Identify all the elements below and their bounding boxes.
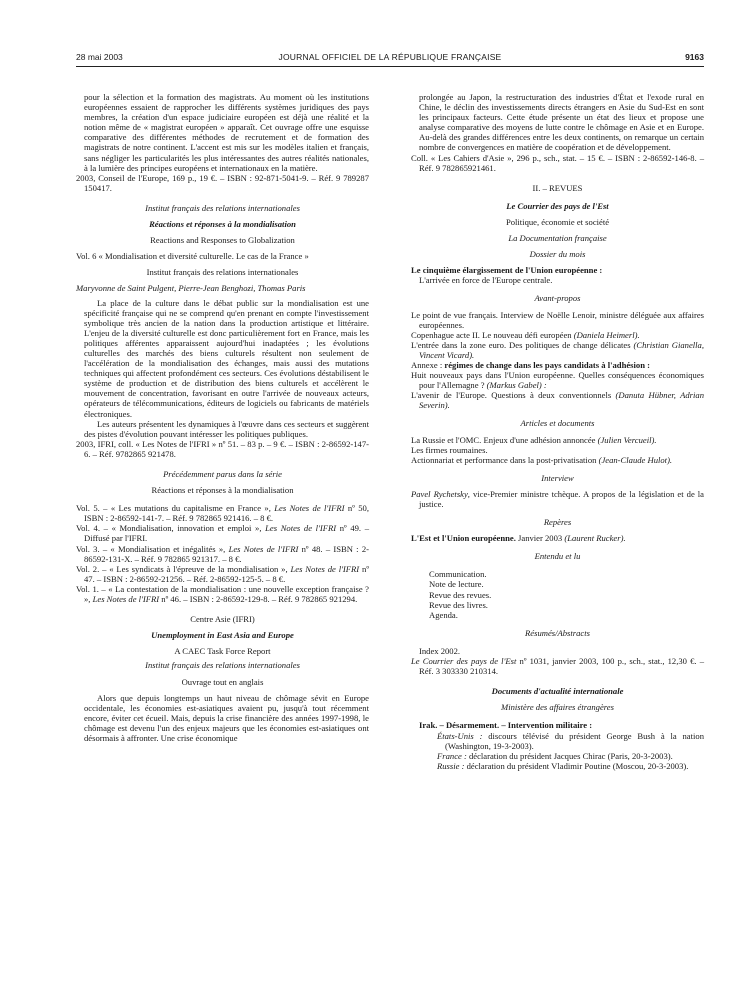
list-item: Le point de vue français. Interview de Noëlle Lenoir, ministre déléguée aux affaires européennes. <box>411 309 704 330</box>
intro-paragraph: pour la sélection et la formation des magistrats. Au moment où les institutions européennes essaient de rapprocher les différents systèmes juridiques des pays membres, la création d'un espace judiciaire européen est déjà une réalité et la notion même de « magistrat européen » apparaît. Cet ouvrage offre une esquisse comparative des différentes méthodes de recrutement et de formation des magistrats de notre continent. L'accent est mis sur les modèles italien et français, sans négliger les particularités les plus intéressantes des autres réalités nationales, à la lumière des principes européens et internationaux en la matière. <box>84 92 369 173</box>
mondialisation-title: Réactions et réponses à la mondialisation <box>149 219 296 230</box>
list-item: L'avenir de l'Europe. Questions à deux conventionnels (Danuta Hübner, Adrian Severin). <box>411 390 705 411</box>
authors: Maryvonne de Saint Pulgent, Pierre-Jean Benghozi, Thomas Paris <box>76 283 306 294</box>
intro-reference: 2003, Conseil de l'Europe, 169 p., 19 €. – ISBN : 92-871-5041-9. – Réf. 9 789287 150417. <box>76 172 369 193</box>
list-item: Les firmes roumaines. <box>411 444 488 455</box>
header-page-number: 9163 <box>685 52 704 62</box>
mondialisation-english-title: Reactions and Responses to Globalization <box>150 235 295 246</box>
dossier-title: Le cinquième élargissement de l'Union européenne : <box>411 265 603 276</box>
list-item: Agenda. <box>429 609 458 620</box>
list-item: États-Unis : discours télévisé du président George Bush à la nation (Washington, 19-3-2003). <box>437 730 704 751</box>
volume-entry: Vol. 3. – « Mondialisation et inégalités », Les Notes de l'IFRI nº 48. – ISBN : 2-86592-131-X. – Réf. 9 782865 921317. – 8 €. <box>76 543 369 564</box>
list-item: Copenhague acte II. Le nouveau défi européen (Daniela Heimerl). <box>411 329 640 340</box>
entendu-label: Entendu et lu <box>534 551 581 562</box>
caec-report: A CAEC Task Force Report <box>174 646 271 657</box>
volume-entry: Vol. 4. – « Mondialisation, innovation et emploi », Les Notes de l'IFRI nº 49. – Diffusé par l'IFRI. <box>76 523 369 544</box>
ministere: Ministère des affaires étrangères <box>501 702 614 713</box>
list-item: La Russie et l'OMC. Enjeux d'une adhésion annoncée (Julien Vercueil). <box>411 434 657 445</box>
avant-propos-list <box>411 310 704 411</box>
ifri-label-3: Institut français des relations internationales <box>145 660 300 671</box>
list-item: Revue des revues. <box>429 589 492 600</box>
list-item: Note de lecture. <box>429 579 484 590</box>
courrier-reference: Le Courrier des pays de l'Est nº 1031, janvier 2003, 100 p., sch., stat., 12,30 €. – Réf. 3 303330 210314. <box>411 656 704 677</box>
list-item: L'entrée dans la zone euro. Des politiques de change délicates (Christian Gianella, Vincent Vicard). <box>411 339 704 360</box>
volume-entry: Vol. 1. – « La contestation de la mondialisation : une nouvelle exception française ? », Les Notes de l'IFRI nº 46. – ISBN : 2-86592-129-8. – Réf. 9 782865 921294. <box>76 583 369 605</box>
english-note: Ouvrage tout en anglais <box>181 676 264 687</box>
unemployment-paragraph: Alors que depuis longtemps un haut niveau de chômage sévit en Europe occidentale, les économies est-asiatiques avaient pu, jusqu'à tout récemment encore, éviter cet écueil. Mais, depuis la crise financière des années 1997-1998, le chômage est devenu l'un des enjeux majeurs que les économies est-asiatiques ont désormais à affronter. Une crise économique <box>84 692 369 743</box>
courrier-subtitle: Politique, économie et société <box>505 216 610 227</box>
page-header <box>76 52 704 64</box>
ifri-label-2: Institut français des relations internationales <box>146 267 299 278</box>
reperes-entry: L'Est et l'Union européenne. Janvier 2003 (Laurent Rucker). <box>411 533 626 544</box>
header-title: JOURNAL OFFICIEL DE LA RÉPUBLIQUE FRANÇAISE <box>278 52 502 62</box>
unemployment-title: Unemployment in East Asia and Europe <box>151 630 294 641</box>
dossier-label: Dossier du mois <box>529 249 586 260</box>
left-column <box>76 92 369 743</box>
interview-entry: Pavel Rychetsky, vice-Premier ministre tchèque. A propos de la législation et de la justice. <box>411 488 704 509</box>
continued-paragraph: prolongée au Japon, la restructuration des industries d'État et l'exode rural en Chine, le déclin des investissements directs étrangers en Asie du Sud-Est en sont les principaux facteurs. Cette étude présente un état des lieux et propose une analyse comparative des moyens de lutte contre le chômage en Asie et en Europe. Au-delà des grandes différences entre les deux continents, on remarque un certain nombre de convergences en matière de coopération et de développement. <box>419 92 704 153</box>
volume-entry: Vol. 5. – « Les mutations du capitalisme en France », Les Notes de l'IFRI nº 50, ISBN : 2-86592-141-7. – Réf. 9 782865 921416. – 8 €. <box>76 503 369 524</box>
articles-list <box>411 435 704 465</box>
ifri-label: Institut français des relations internationales <box>145 202 300 213</box>
centre-asie: Centre Asie (IFRI) <box>190 614 255 625</box>
irak-list <box>411 731 704 771</box>
list-item: France : déclaration du président Jacques Chirac (Paris, 20-3-2003). <box>437 750 673 761</box>
previous-label: Précédemment parus dans la série <box>163 469 282 479</box>
volume-list <box>76 503 369 604</box>
list-item: Communication. <box>429 569 487 580</box>
annexe-heading: Annexe : régimes de change dans les pays candidats à l'adhésion : <box>411 359 650 370</box>
articles-label: Articles et documents <box>520 418 595 429</box>
courrier-title: Le Courrier des pays de l'Est <box>506 200 609 211</box>
list-item: Huit nouveaux pays dans l'Union européenne. Quelles conséquences économiques pour l'Allemagne ? (Markus Gabel) : <box>411 370 704 391</box>
irak-title: Irak. – Désarmement. – Intervention militaire : <box>419 720 593 731</box>
list-item: Actionnariat et performance dans la post-privatisation (Jean-Claude Hulot). <box>411 454 673 465</box>
entendu-list <box>411 569 704 619</box>
documents-actualite: Documents d'actualité internationale <box>491 686 624 697</box>
volume-entry: Vol. 2. – « Les syndicats à l'épreuve de la mondialisation », Les Notes de l'IFRI nº 47. – ISBN : 2-86592-21256. – Réf. 2-86592-125-5. – 8 €. <box>76 563 369 584</box>
header-date: 28 mai 2003 <box>76 52 123 62</box>
resumes-label: Résumés/Abstracts <box>525 627 590 638</box>
interview-label: Interview <box>541 472 574 483</box>
body-paragraph-1: La place de la culture dans le débat public sur la mondialisation est une spécificité française qui ne se comprend qu'en prenant en compte l'investissement symbolique très ancien de la nation dans la production artistique et littéraire. L'enjeu de la diversité culturelle est donc particulièrement fort en France, mais les politiques afférentes apparaissent aujourd'hui inadaptées ; les évolutions culturelles des marchés des biens culturels résultent non seulement de l'accélération de la mondialisation des échanges, mais aussi des mutations techniques qui affectent profondément ces secteurs. Ces évolutions déstabilisent le système de production et de distribution des biens culturels et accélèrent le mouvement de concentration, favorisant en outre l'arrivée de nouveaux acteurs, opérateurs de télécommunications, éditeurs de logiciels ou fabricants de matériels électroniques. <box>84 297 369 419</box>
right-column <box>411 92 704 771</box>
list-item: Russie : déclaration du président Vladimir Poutine (Moscou, 20-3-2003). <box>437 760 689 771</box>
reperes-label: Repères <box>543 517 572 528</box>
previous-series: Réactions et réponses à la mondialisation <box>151 485 294 496</box>
documentation-francaise: La Documentation française <box>508 233 607 244</box>
volume-6-reference: 2003, IFRI, coll. « Les Notes de l'IFRI » nº 51. – 83 p. – 9 €. – ISBN : 2-86592-147-6. – Réf. 9782865 921478. <box>76 438 369 459</box>
continued-reference: Coll. « Les Cahiers d'Asie », 296 p., sch., stat. – 15 €. – ISBN : 2-86592-146-8. – Réf. 9 782865921461. <box>411 152 704 173</box>
index-line: Index 2002. <box>419 645 461 656</box>
volume-6-title: Vol. 6 « Mondialisation et diversité culturelle. Le cas de la France » <box>76 251 309 262</box>
list-item: Revue des livres. <box>429 599 488 610</box>
header-rule <box>76 66 704 67</box>
section-revues: II. – REVUES <box>532 182 583 193</box>
body-paragraph-2: Les auteurs présentent les dynamiques à l'œuvre dans ces secteurs et suggèrent des pistes d'évolution pouvant intéresser les politiques publiques. <box>84 418 369 439</box>
dossier-subtitle: L'arrivée en force de l'Europe centrale. <box>419 275 553 286</box>
avant-propos-label: Avant-propos <box>534 293 581 304</box>
